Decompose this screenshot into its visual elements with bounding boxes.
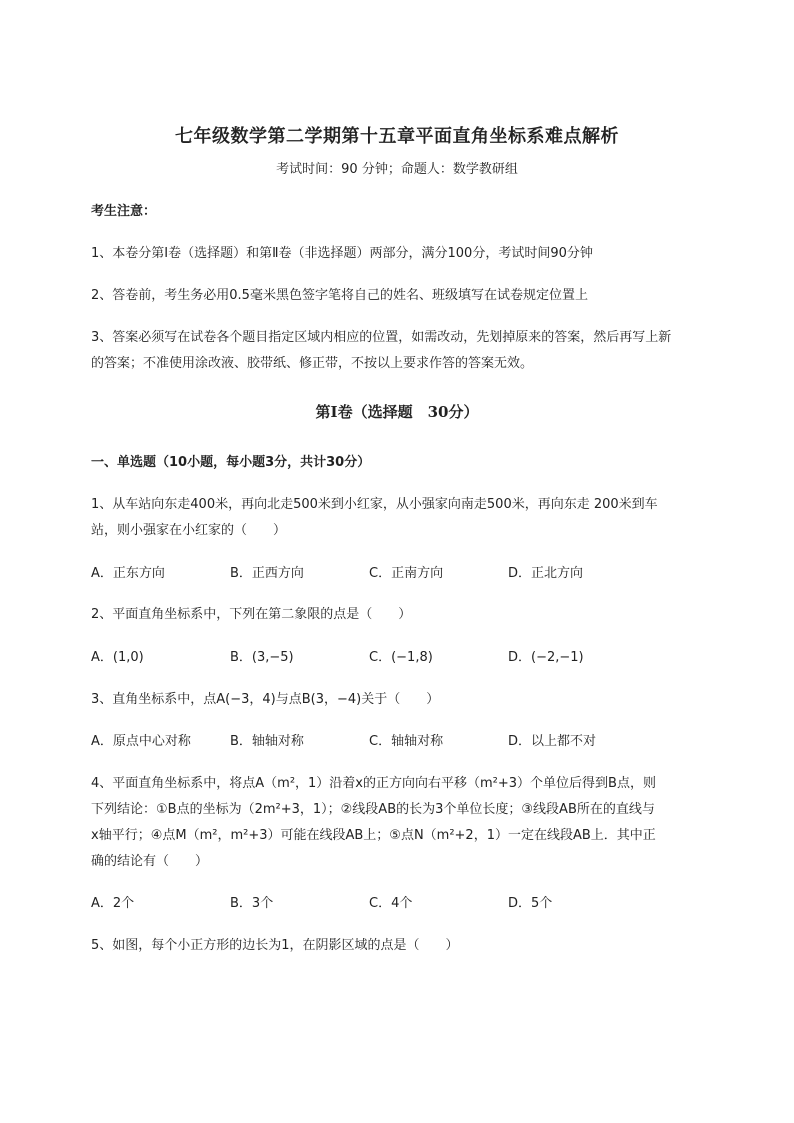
option-d[interactable]: D．以上都不对 (508, 734, 597, 749)
option-c[interactable]: C．正南方向 (369, 566, 444, 581)
option-b[interactable]: B．正西方向 (230, 566, 304, 581)
notes-heading: 考生注意： (91, 204, 157, 219)
option-a[interactable]: A．原点中心对称 (91, 734, 191, 749)
option-a[interactable]: A．(1,0) (91, 650, 144, 665)
exam-subtitle: 考试时间：90 分钟；命题人：数学教研组 (276, 162, 518, 177)
note-item-continued: 的答案；不准使用涂改液、胶带纸、修正带，不按以上要求作答的答案无效。 (91, 356, 534, 371)
note-item: 2、答卷前，考生务必用0.5毫米黑色签字笔将自己的姓名、班级填写在试卷规定位置上 (91, 288, 588, 303)
option-d[interactable]: D．5个 (508, 896, 553, 911)
question-5-line: 5、如图，每个小正方形的边长为1，在阴影区域的点是（ ） (91, 938, 459, 953)
question-2-line: 2、平面直角坐标系中，下列在第二象限的点是（ ） (91, 607, 412, 622)
note-item: 1、本卷分第Ⅰ卷（选择题）和第Ⅱ卷（非选择题）两部分，满分100分，考试时间90分钟 (91, 246, 593, 261)
question-4-line: 确的结论有（ ） (91, 854, 209, 869)
section-subheading: 一、单选题（10小题，每小题3分，共计30分） (91, 455, 371, 470)
option-a[interactable]: A．2个 (91, 896, 135, 911)
option-a[interactable]: A．正东方向 (91, 566, 165, 581)
page-title: 七年级数学第二学期第十五章平面直角坐标系难点解析 (175, 126, 619, 147)
question-4-line: 4、平面直角坐标系中，将点A（m²，1）沿着x的正方向向右平移（m²+3）个单位后得到B点，则 (91, 776, 656, 791)
option-d[interactable]: D．(−2,−1) (508, 650, 584, 665)
option-c[interactable]: C．(−1,8) (369, 650, 433, 665)
question-4-line: 下列结论：①B点的坐标为（2m²+3，1）；②线段AB的长为3个单位长度；③线段AB所在的直线与 (91, 802, 655, 817)
option-b[interactable]: B．(3,−5) (230, 650, 294, 665)
note-item: 3、答案必须写在试卷各个题目指定区域内相应的位置，如需改动，先划掉原来的答案，然后再写上新 (91, 330, 672, 345)
option-b[interactable]: B．3个 (230, 896, 274, 911)
section-title: 第Ⅰ卷（选择题 30分） (315, 403, 479, 421)
option-c[interactable]: C．轴轴对称 (369, 734, 444, 749)
question-1-line: 1、从车站向东走400米，再向北走500米到小红家，从小强家向南走500米，再向东走 200米到车 (91, 497, 658, 512)
option-d[interactable]: D．正北方向 (508, 566, 584, 581)
option-c[interactable]: C．4个 (369, 896, 413, 911)
question-4-line: x轴平行；④点M（m²，m²+3）可能在线段AB上；⑤点N（m²+2，1）一定在线段AB上．其中正 (91, 828, 656, 843)
option-b[interactable]: B．轴轴对称 (230, 734, 304, 749)
question-3-line: 3、直角坐标系中，点A(−3，4)与点B(3，−4)关于（ ） (91, 692, 440, 707)
question-1-line: 站，则小强家在小红家的（ ） (91, 523, 287, 538)
